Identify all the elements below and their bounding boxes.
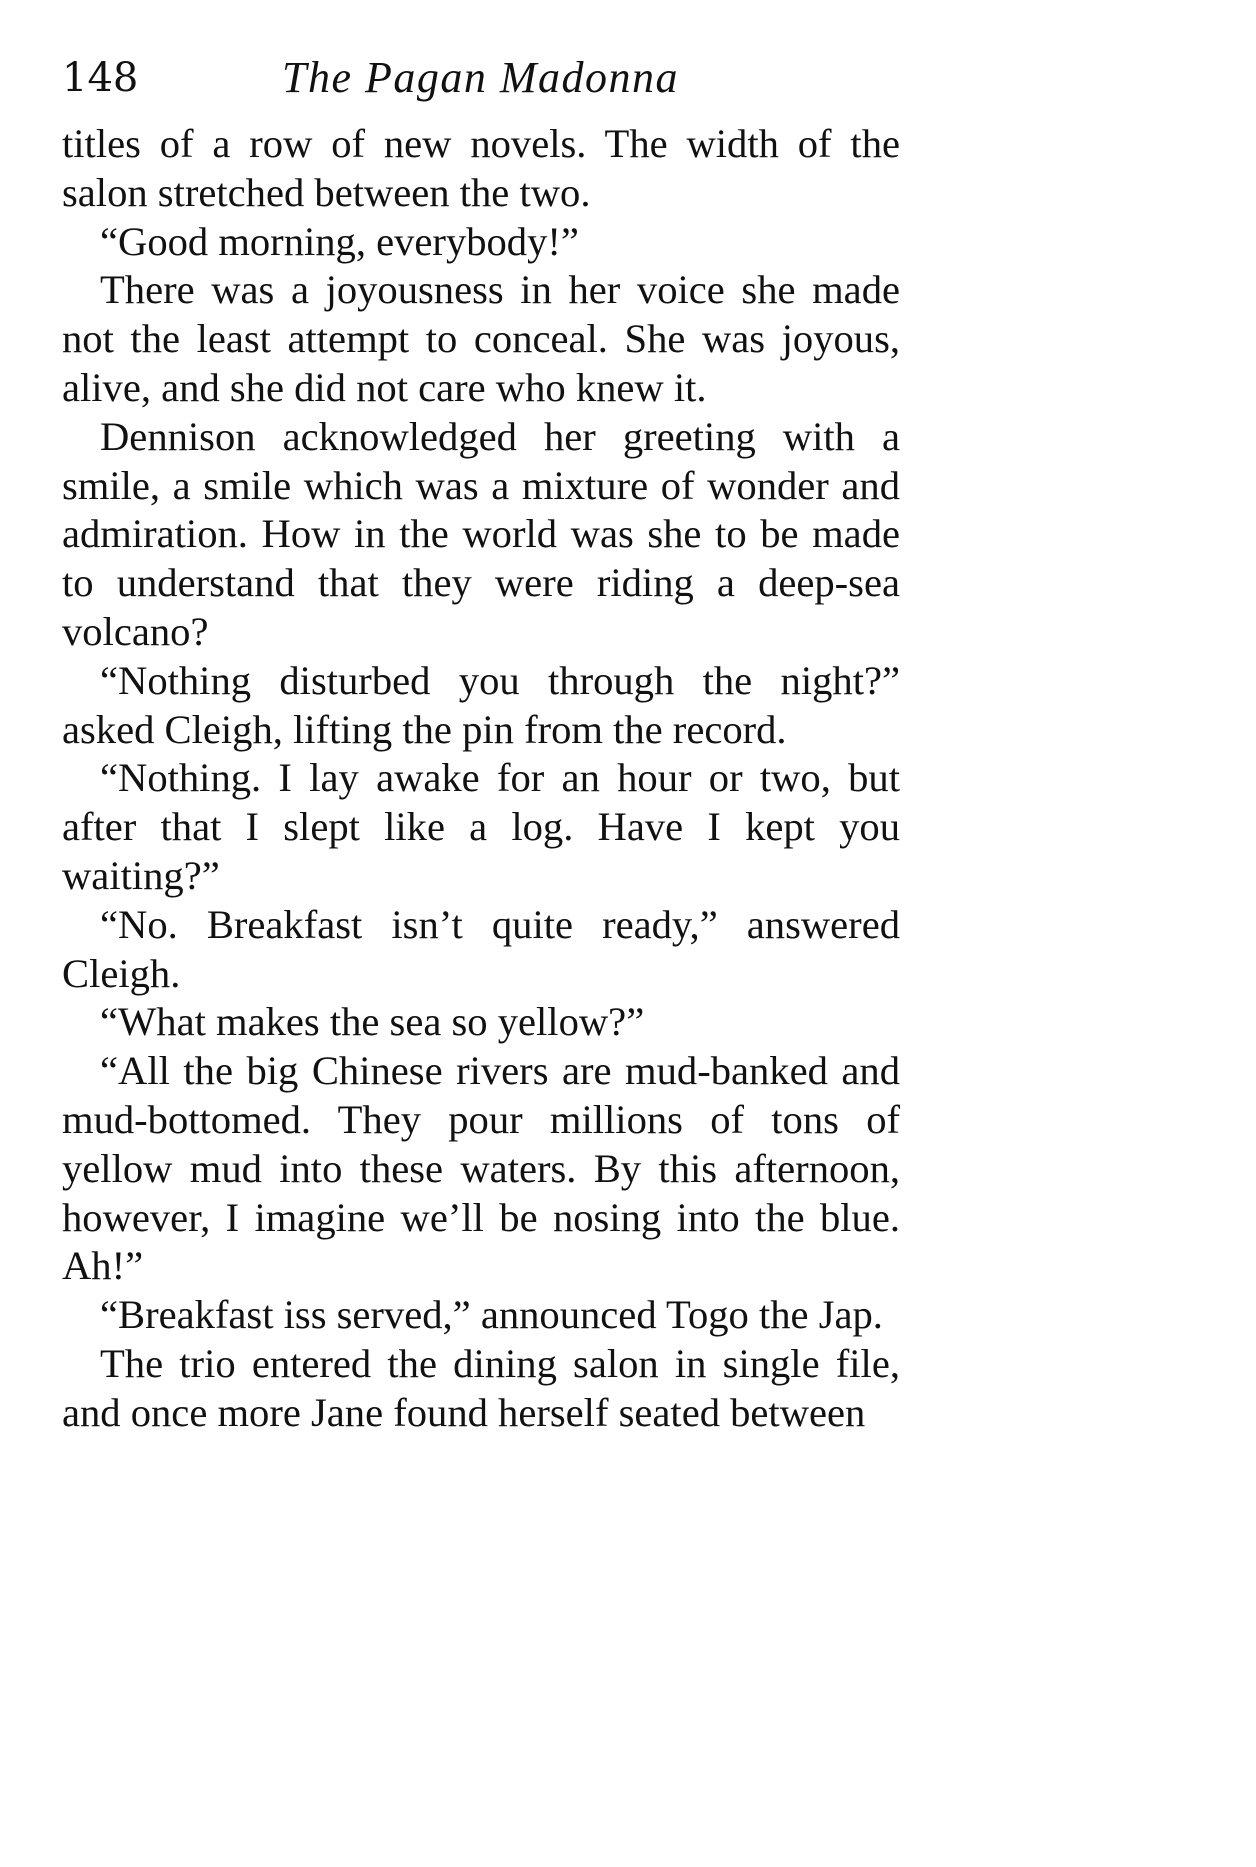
paragraph-7: “No. Breakfast isn’t quite ready,” answered Cleigh. xyxy=(62,901,900,996)
body-text xyxy=(62,120,900,1438)
paragraph-1: titles of a row of new novels. The width of the salon stretched between the two. xyxy=(62,121,900,215)
page-number: 148 xyxy=(62,55,139,101)
running-title: The Pagan Madonna xyxy=(282,53,680,102)
paragraph-9: “All the big Chinese rivers are mud-banked and mud-bottomed. They pour millions of tons of yellow mud into these waters. By this afternoon, however, I imagine we’ll be nosing into the blue. Ah!” xyxy=(62,1048,900,1289)
page-header xyxy=(62,40,900,112)
paragraph-3: There was a joyousness in her voice she made not the least attempt to conceal. She was joyous, alive, and she did not care who knew it. xyxy=(62,267,900,410)
paragraph-5: “Nothing disturbed you through the night?” asked Cleigh, lifting the pin from the record. xyxy=(62,657,900,752)
paragraph-10: “Breakfast iss served,” announced Togo the Jap. xyxy=(100,1292,883,1338)
paragraph-4: Dennison acknowledged her greeting with a smile, a smile which was a mixture of wonder and admiration. How in the world was she to be made to understand that they were riding a deep-sea volcano? xyxy=(62,413,900,654)
paragraph-2: “Good morning, everybody!” xyxy=(100,218,579,264)
paragraph-11: The trio entered the dining salon in single file, and once more Jane found herself seated between xyxy=(62,1340,900,1435)
paragraph-6: “Nothing. I lay awake for an hour or two, but after that I slept like a log. Have I kept you waiting?” xyxy=(62,755,900,898)
paragraph-8: “What makes the sea so yellow?” xyxy=(100,999,645,1045)
book-page xyxy=(62,40,900,1438)
